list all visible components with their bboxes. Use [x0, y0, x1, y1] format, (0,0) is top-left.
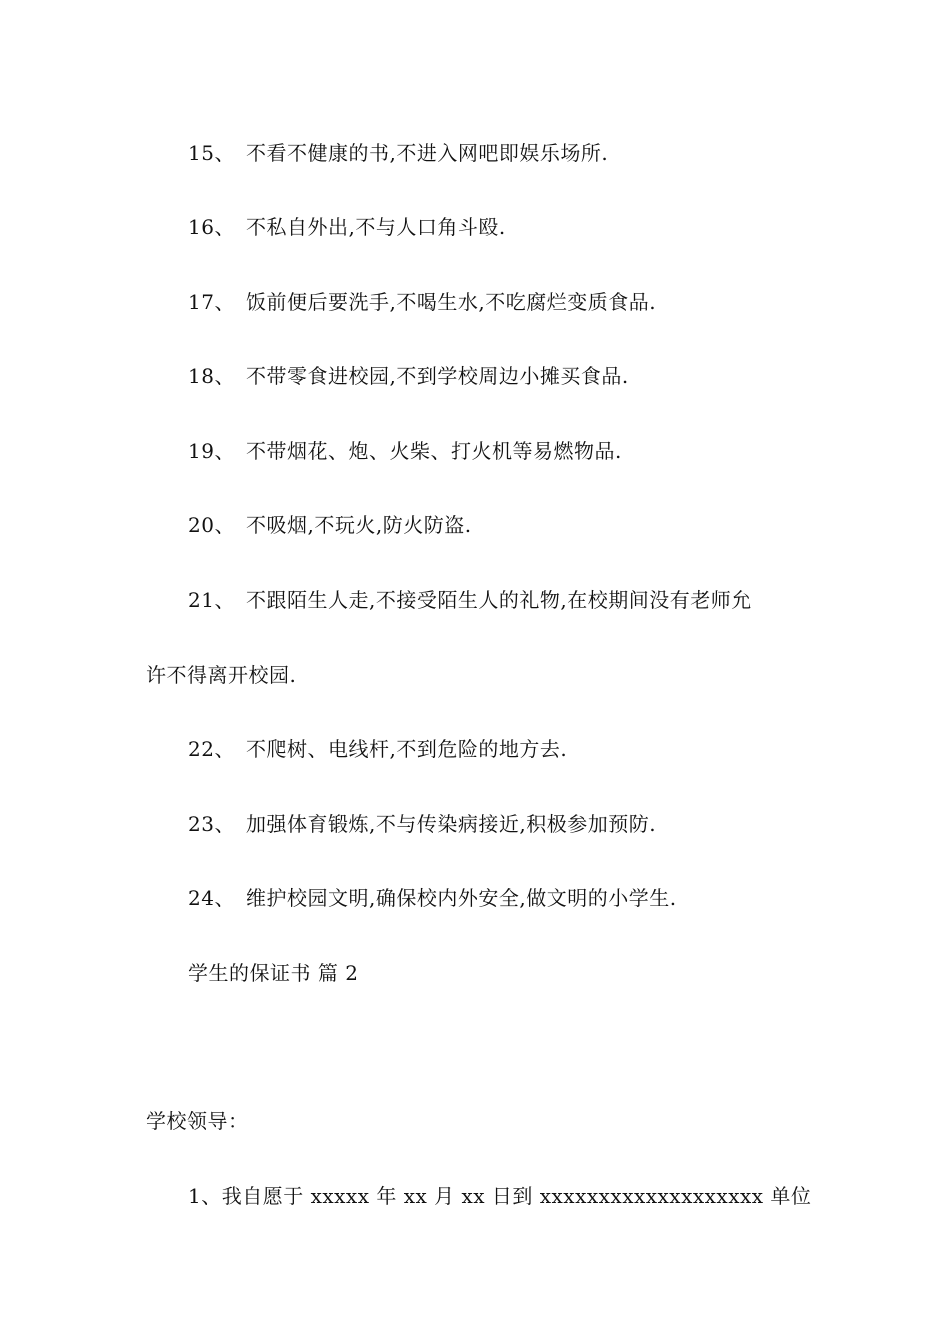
section-heading: 学生的保证书 篇 2 [188, 961, 359, 985]
list-item [188, 213, 506, 241]
item-text: 不跟陌生人走,不接受陌生人的礼物,在校期间没有老师允 [246, 588, 752, 612]
item-number: 18、 [188, 364, 235, 388]
item-number: 17、 [188, 290, 235, 314]
list-item [188, 586, 752, 614]
item-number: 15、 [188, 141, 235, 165]
item-text: 不吸烟,不玩火,防火防盗. [246, 513, 472, 537]
item-text: 不看不健康的书,不进入网吧即娱乐场所. [246, 141, 609, 165]
list-item [188, 810, 656, 838]
list-item [188, 362, 629, 390]
item-number: 21、 [188, 588, 235, 612]
first-clause: 1、我自愿于 xxxxx 年 xx 月 xx 日到 xxxxxxxxxxxxxxxxxxx 单位 [188, 1184, 812, 1208]
list-item [188, 884, 677, 912]
item-text: 不爬树、电线杆,不到危险的地方去. [246, 737, 568, 761]
list-item [188, 288, 656, 316]
item-number: 24、 [188, 886, 235, 910]
item-text: 饭前便后要洗手,不喝生水,不吃腐烂变质食品. [246, 290, 657, 314]
item-number: 19、 [188, 439, 235, 463]
item-text: 不带烟花、炮、火柴、打火机等易燃物品. [246, 439, 622, 463]
list-item [188, 735, 567, 763]
item-number: 22、 [188, 737, 235, 761]
salutation: 学校领导： [146, 1109, 249, 1133]
list-item [188, 511, 472, 539]
item-number: 23、 [188, 812, 235, 836]
item-text: 不私自外出,不与人口角斗殴. [246, 215, 506, 239]
item-text: 加强体育锻炼,不与传染病接近,积极参加预防. [246, 812, 657, 836]
list-item-continuation: 许不得离开校园. [146, 663, 297, 687]
list-item [188, 139, 608, 167]
item-number: 20、 [188, 513, 235, 537]
item-number: 16、 [188, 215, 235, 239]
item-text: 维护校园文明,确保校内外安全,做文明的小学生. [246, 886, 677, 910]
item-text: 不带零食进校园,不到学校周边小摊买食品. [246, 364, 629, 388]
list-item [188, 437, 622, 465]
